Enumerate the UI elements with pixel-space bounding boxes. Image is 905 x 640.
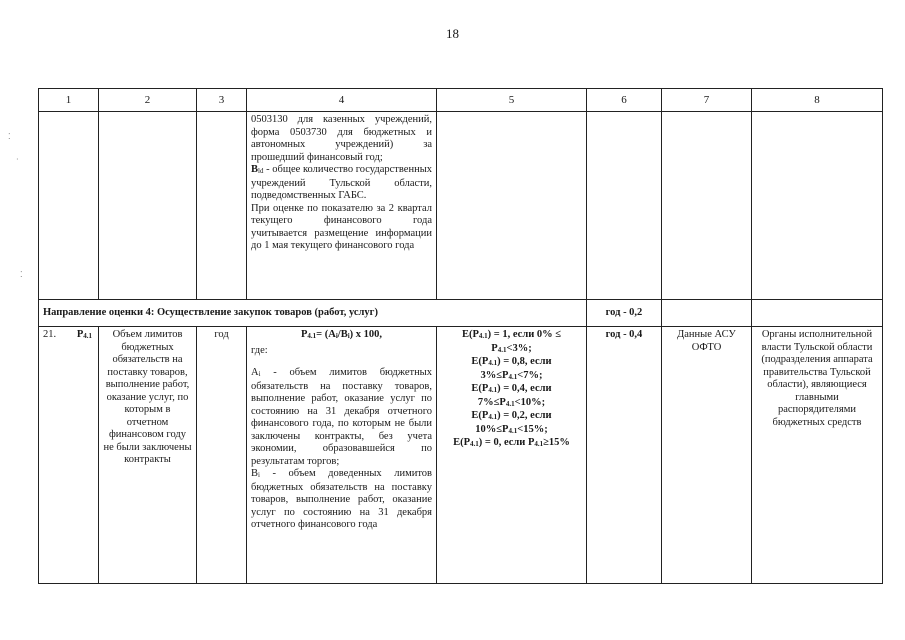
header-cell-2: 2 xyxy=(99,89,197,112)
row-number: 21. xyxy=(43,329,57,340)
indicator-row-21 xyxy=(39,327,883,584)
indicator-formula: $P_{4.1}= (A_i/B_i)$ x 100, где: $A_i$ - объем лимитов бюджетных обязательств на поставку товаров, выполнение работ, оказание услуг по состоянию на 31 декабря отчетного финансового года, по которым не были заключены контракты, без учета экономии, образовавшейся по результатам торгов; $B_i$ - объем доведенных лимитов бюджетных обязательств на поставку товаров, выполнение работ, оказание услуг по состоянию на 31 декабря отчетного финансового года xyxy=(247,327,437,584)
direction-label: Направление оценки 4: Осуществление закупок товаров (работ, услуг) xyxy=(39,300,587,327)
definition-a: $A_i$ - объем лимитов бюджетных обязательств на поставку товаров, выполнение работ, оказание услуг по состоянию на 31 декабря отчетного финансового года, по которым не были заключены контракты, без учета экономии, образовавшейся по результатам торгов; xyxy=(251,367,432,467)
direction-row xyxy=(39,300,883,327)
definition-b: $B_i$ - объем доведенных лимитов бюджетных обязательств на поставку товаров, выполнение работ, оказание услуг по состоянию на 31 декабря отчетного финансового года xyxy=(251,468,432,530)
header-cell-3: 3 xyxy=(197,89,247,112)
continuation-description: 0503130 для казенных учреждений, форма 0503730 для бюджетных и автономных учреждений) за прошедший финансовый год; $B_{ld}$ - общее количество государственных учреждений Тульской области, подведомственных ГАБС. При оценке по показателю за 2 квартал текущего финансового года учитывается размещение информации до 1 мая текущего финансового года xyxy=(247,112,437,300)
formula-line: $P_{4.1}= (A_i/B_i)$ x 100, xyxy=(300,329,383,340)
scan-speck: ⁚ xyxy=(8,132,11,141)
header-cell-4: 4 xyxy=(247,89,437,112)
header-cell-6: 6 xyxy=(587,89,662,112)
header-cell-1: 1 xyxy=(39,89,99,112)
indicator-period: год xyxy=(197,327,247,584)
scoring-rules: $E(P_{4.1}) = 1$, если 0% ≤ $P_{4.1}<3\%$; $E(P_{4.1}) = 0,8$, если $3\%\le P_{4.1}<7\%$; $E(P_{4.1}) = 0,4$, если $7\%\le P_{4.1}<10\%$; $E(P_{4.1}) = 0,2$, если $10\%\le P_{4.1}<15\%$; $E(P_{4.1}) = 0$, если $P_{4.1}\ge 15\%$ xyxy=(437,327,587,584)
scan-speck: · xyxy=(16,155,19,164)
criteria-table xyxy=(38,88,883,584)
responsible-body: Органы исполнительной власти Тульской области (подразделения аппарата правительства Тульской области), являющиеся главными распорядителями бюджетных средств xyxy=(752,327,883,584)
indicator-name: Объем лимитов бюджетных обязательств на поставку товаров, выполнение работ, оказание услуг, по которым в отчетном финансовом году не были заключены контракты xyxy=(99,327,197,584)
header-cell-5: 5 xyxy=(437,89,587,112)
page-number: 18 xyxy=(446,26,459,41)
indicator-code: $P_{4.1}$ xyxy=(76,329,92,340)
indicator-weight: год - 0,4 xyxy=(587,327,662,584)
direction-weight: год - 0,2 xyxy=(587,300,662,327)
row-number-cell xyxy=(39,327,99,584)
table-header-row xyxy=(39,89,883,112)
data-source: Данные АСУ ОФТО xyxy=(662,327,752,584)
header-cell-8: 8 xyxy=(752,89,883,112)
continuation-row xyxy=(39,112,883,300)
scan-speck: ⁚ xyxy=(20,270,23,279)
header-cell-7: 7 xyxy=(662,89,752,112)
